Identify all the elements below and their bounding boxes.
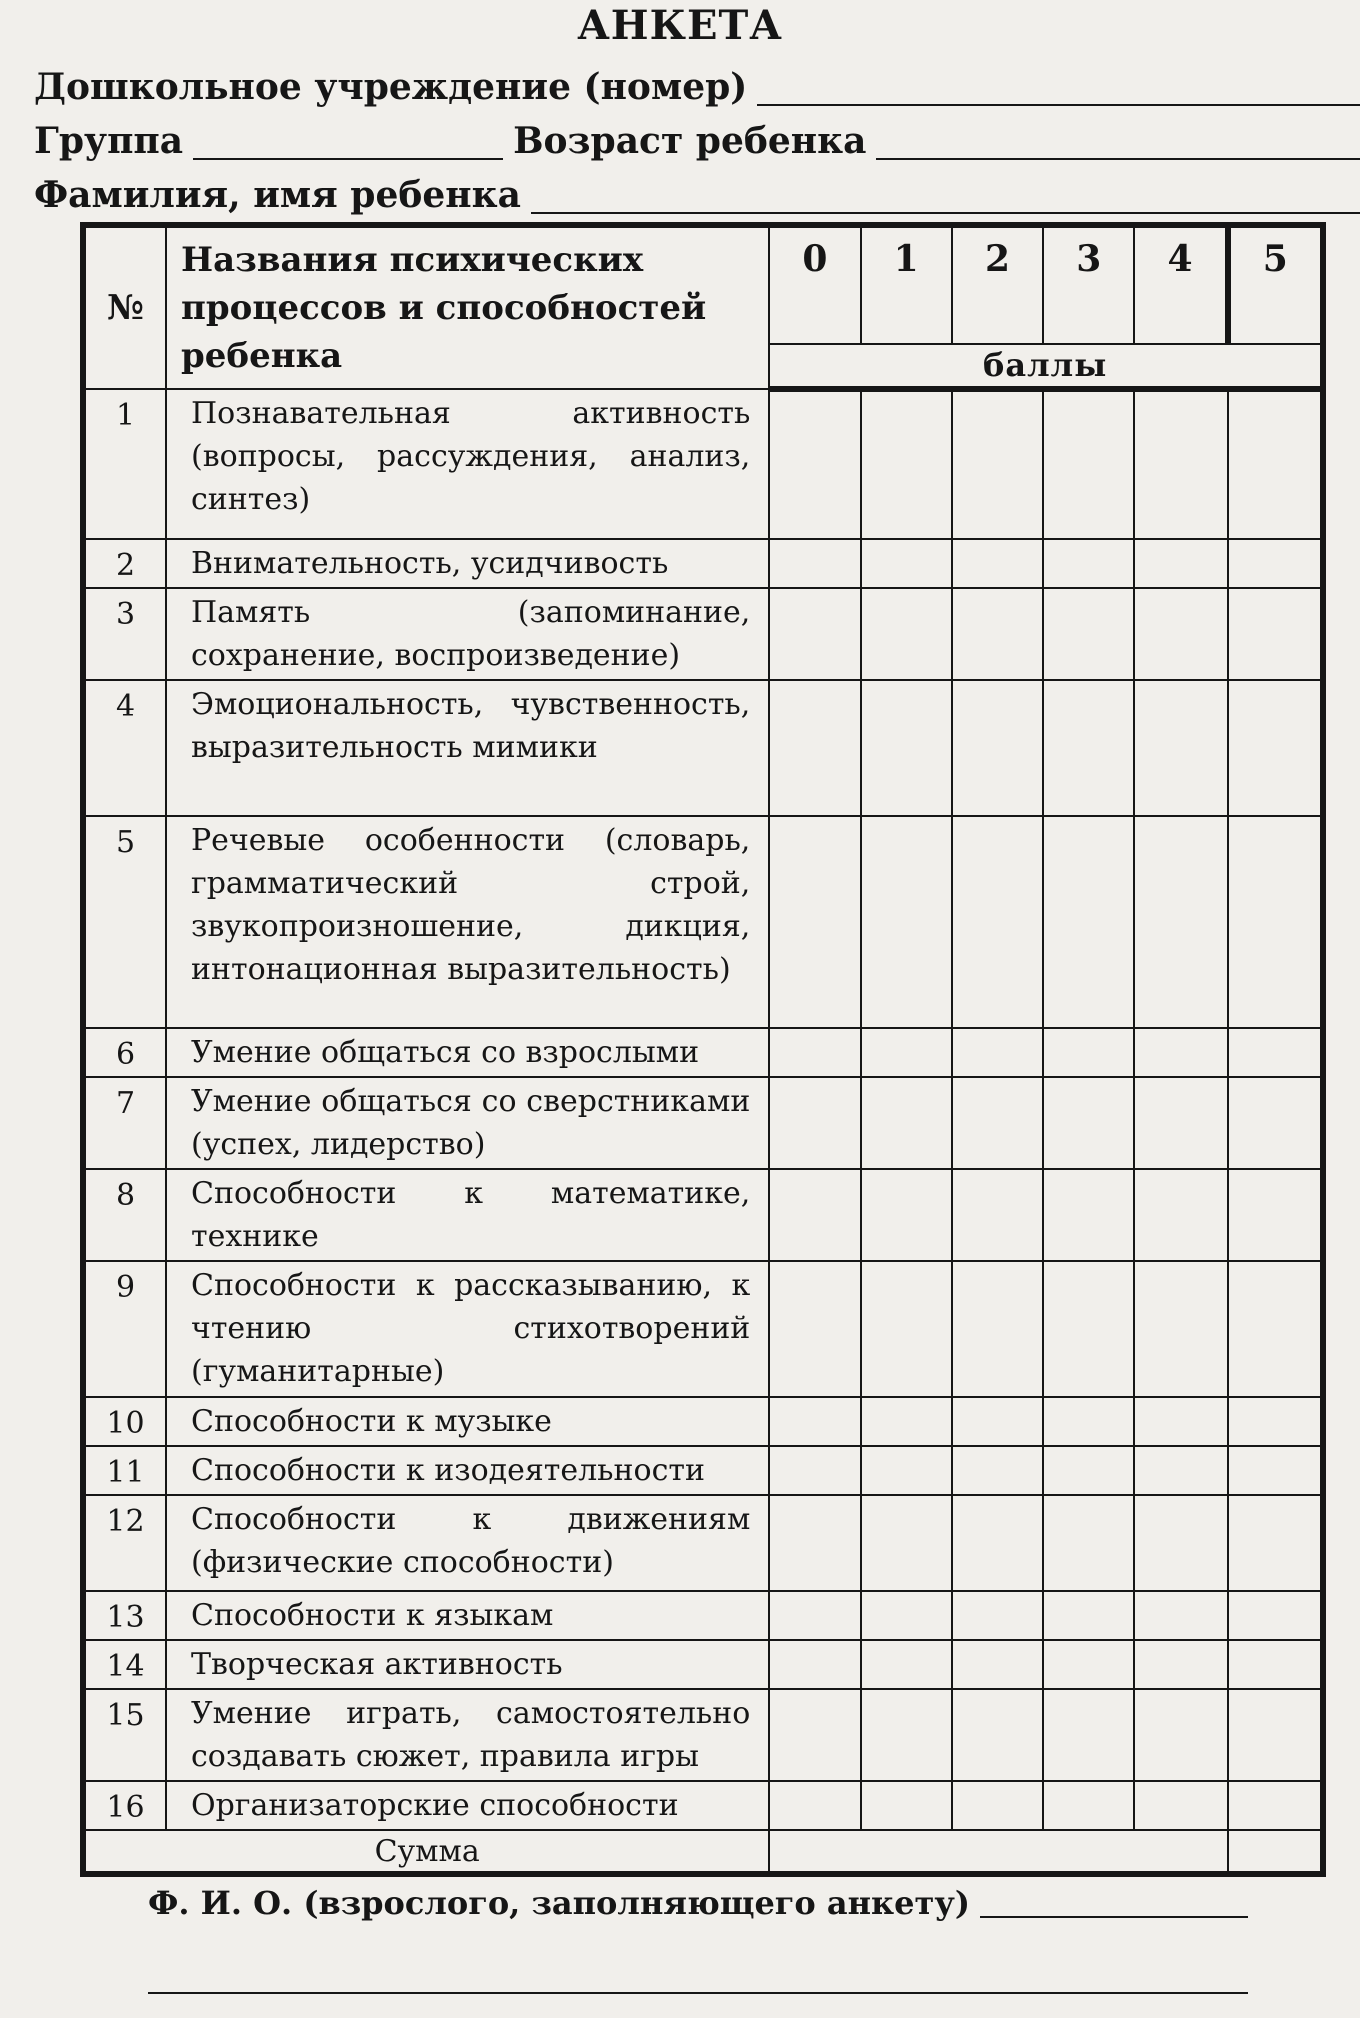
- score-cell-5[interactable]: [1228, 1591, 1323, 1640]
- score-cell-2[interactable]: [952, 1261, 1043, 1397]
- score-cell-0[interactable]: [769, 680, 860, 816]
- score-cell-3[interactable]: [1043, 1169, 1134, 1261]
- table-row: [83, 1077, 1323, 1169]
- score-cell-0[interactable]: [769, 389, 860, 539]
- score-cell-5[interactable]: [1228, 1640, 1323, 1689]
- score-cell-4[interactable]: [1134, 1640, 1227, 1689]
- sum-value-cell[interactable]: [1228, 1830, 1323, 1874]
- score-cell-2[interactable]: [952, 1495, 1043, 1591]
- score-cell-2[interactable]: [952, 1781, 1043, 1830]
- score-cell-5[interactable]: [1228, 1495, 1323, 1591]
- row-number: 1: [83, 389, 166, 539]
- score-cell-2[interactable]: [952, 389, 1043, 539]
- score-cell-1[interactable]: [861, 389, 952, 539]
- score-cell-3[interactable]: [1043, 1077, 1134, 1169]
- score-cell-1[interactable]: [861, 1261, 952, 1397]
- row-process-name: Способности к музыке: [166, 1397, 769, 1446]
- row-number: 4: [83, 680, 166, 816]
- sum-cell-empty: [769, 1830, 1227, 1874]
- table-row: [83, 1591, 1323, 1640]
- score-cell-3[interactable]: [1043, 1781, 1134, 1830]
- score-cell-5[interactable]: [1228, 539, 1323, 588]
- score-cell-2[interactable]: [952, 1028, 1043, 1077]
- row-process-name: Способности к движениям (физические способности): [166, 1495, 769, 1591]
- score-cell-5[interactable]: [1228, 1689, 1323, 1781]
- score-cell-0[interactable]: [769, 1261, 860, 1397]
- table-row: [83, 680, 1323, 816]
- row-process-name: Познавательная активность (вопросы, рассуждения, анализ, синтез): [166, 389, 769, 539]
- row-process-name: Способности к рассказыванию, к чтению стихотворений (гуманитарные): [166, 1261, 769, 1397]
- score-cell-0[interactable]: [769, 1495, 860, 1591]
- row-process-name: Умение играть, самостоятельно создавать сюжет, правила игры: [166, 1689, 769, 1781]
- header-score-2: 2: [952, 225, 1043, 344]
- header-score-4: 4: [1134, 225, 1227, 344]
- table-row: [83, 389, 1323, 539]
- score-cell-1[interactable]: [861, 1781, 952, 1830]
- row-process-name: Эмоциональность, чувственность, выразительность мимики: [166, 680, 769, 816]
- score-cell-4[interactable]: [1134, 1781, 1227, 1830]
- score-cell-5[interactable]: [1228, 588, 1323, 680]
- score-cell-1[interactable]: [861, 1640, 952, 1689]
- score-cell-1[interactable]: [861, 1397, 952, 1446]
- abilities-table: [80, 222, 1326, 1877]
- row-number: 9: [83, 1261, 166, 1397]
- row-number: 11: [83, 1446, 166, 1495]
- table-row: [83, 1446, 1323, 1495]
- score-cell-5[interactable]: [1228, 680, 1323, 816]
- table-row: [83, 1028, 1323, 1077]
- score-cell-2[interactable]: [952, 539, 1043, 588]
- score-cell-0[interactable]: [769, 1169, 860, 1261]
- score-cell-2[interactable]: [952, 1077, 1043, 1169]
- row-process-name: Способности к языкам: [166, 1591, 769, 1640]
- score-cell-4[interactable]: [1134, 1689, 1227, 1781]
- score-cell-0[interactable]: [769, 1028, 860, 1077]
- form-title: АНКЕТА: [577, 2, 783, 49]
- row-number: 10: [83, 1397, 166, 1446]
- score-cell-5[interactable]: [1228, 1028, 1323, 1077]
- score-cell-2[interactable]: [952, 1640, 1043, 1689]
- table-row: [83, 539, 1323, 588]
- score-cell-2[interactable]: [952, 588, 1043, 680]
- score-cell-5[interactable]: [1228, 816, 1323, 1028]
- score-cell-1[interactable]: [861, 1495, 952, 1591]
- score-cell-5[interactable]: [1228, 1446, 1323, 1495]
- row-number: 6: [83, 1028, 166, 1077]
- filler-input-line[interactable]: [980, 1915, 1248, 1918]
- score-cell-3[interactable]: [1043, 1640, 1134, 1689]
- score-cell-4[interactable]: [1134, 1446, 1227, 1495]
- score-cell-2[interactable]: [952, 1397, 1043, 1446]
- row-number: 3: [83, 588, 166, 680]
- row-number: 16: [83, 1781, 166, 1830]
- score-cell-1[interactable]: [861, 588, 952, 680]
- child-name-input-line[interactable]: [531, 211, 1360, 214]
- score-cell-1[interactable]: [861, 1689, 952, 1781]
- score-cell-3[interactable]: [1043, 680, 1134, 816]
- score-cell-2[interactable]: [952, 816, 1043, 1028]
- table-row: [83, 1261, 1323, 1397]
- score-cell-4[interactable]: [1134, 680, 1227, 816]
- score-cell-5[interactable]: [1228, 1397, 1323, 1446]
- score-cell-3[interactable]: [1043, 1397, 1134, 1446]
- age-label: Возраст ребенка: [513, 120, 867, 162]
- institution-input-line[interactable]: [757, 103, 1360, 106]
- score-cell-1[interactable]: [861, 1591, 952, 1640]
- row-process-name: Творческая активность: [166, 1640, 769, 1689]
- score-cell-3[interactable]: [1043, 539, 1134, 588]
- header-score-5: 5: [1228, 225, 1323, 344]
- row-number: 7: [83, 1077, 166, 1169]
- score-cell-1[interactable]: [861, 816, 952, 1028]
- score-cell-4[interactable]: [1134, 1169, 1227, 1261]
- score-cell-2[interactable]: [952, 1689, 1043, 1781]
- score-cell-4[interactable]: [1134, 1077, 1227, 1169]
- row-number: 14: [83, 1640, 166, 1689]
- header-score-3: 3: [1043, 225, 1134, 344]
- score-cell-1[interactable]: [861, 680, 952, 816]
- score-cell-4[interactable]: [1134, 816, 1227, 1028]
- child-name-label: Фамилия, имя ребенка: [34, 174, 521, 216]
- institution-label: Дошкольное учреждение (номер): [34, 66, 748, 108]
- score-cell-2[interactable]: [952, 1446, 1043, 1495]
- table-row: [83, 1689, 1323, 1781]
- score-cell-5[interactable]: [1228, 1261, 1323, 1397]
- row-process-name: Память (запоминание, сохранение, воспроизведение): [166, 588, 769, 680]
- row-number: 15: [83, 1689, 166, 1781]
- score-cell-1[interactable]: [861, 1077, 952, 1169]
- age-input-line[interactable]: [876, 157, 1360, 160]
- score-cell-0[interactable]: [769, 1591, 860, 1640]
- header-score-1: 1: [861, 225, 952, 344]
- score-cell-0[interactable]: [769, 1397, 860, 1446]
- table-row: [83, 1169, 1323, 1261]
- table-row: [83, 588, 1323, 680]
- row-number: 5: [83, 816, 166, 1028]
- score-cell-1[interactable]: [861, 1028, 952, 1077]
- score-cell-3[interactable]: [1043, 816, 1134, 1028]
- score-cell-5[interactable]: [1228, 1169, 1323, 1261]
- header-score-0: 0: [769, 225, 860, 344]
- score-cell-4[interactable]: [1134, 1397, 1227, 1446]
- row-number: 13: [83, 1591, 166, 1640]
- institution-field-row: [34, 58, 1360, 114]
- score-cell-4[interactable]: [1134, 389, 1227, 539]
- score-cell-0[interactable]: [769, 539, 860, 588]
- score-cell-3[interactable]: [1043, 1446, 1134, 1495]
- score-cell-3[interactable]: [1043, 588, 1134, 680]
- group-age-field-row: [34, 112, 1360, 168]
- score-cell-5[interactable]: [1228, 389, 1323, 539]
- row-process-name: Умение общаться со взрослыми: [166, 1028, 769, 1077]
- sum-label: Сумма: [83, 1830, 769, 1874]
- row-process-name: Умение общаться со сверстниками (успех, лидерство): [166, 1077, 769, 1169]
- table-row: [83, 1640, 1323, 1689]
- header-number: №: [83, 225, 166, 389]
- score-cell-4[interactable]: [1134, 588, 1227, 680]
- table-header-row: [83, 225, 1323, 344]
- table-row: [83, 1397, 1323, 1446]
- filler-field-row: [148, 1884, 1248, 1926]
- score-cell-3[interactable]: [1043, 1689, 1134, 1781]
- header-points: баллы: [769, 344, 1323, 389]
- table-row: [83, 1781, 1323, 1830]
- filler-input-line-2[interactable]: [148, 1992, 1248, 1994]
- score-cell-2[interactable]: [952, 1169, 1043, 1261]
- score-cell-1[interactable]: [861, 1169, 952, 1261]
- score-cell-0[interactable]: [769, 588, 860, 680]
- score-cell-2[interactable]: [952, 680, 1043, 816]
- row-number: 2: [83, 539, 166, 588]
- table-row: [83, 1495, 1323, 1591]
- row-process-name: Внимательность, усидчивость: [166, 539, 769, 588]
- row-number: 12: [83, 1495, 166, 1591]
- score-cell-3[interactable]: [1043, 1591, 1134, 1640]
- score-cell-3[interactable]: [1043, 1261, 1134, 1397]
- score-cell-3[interactable]: [1043, 1495, 1134, 1591]
- score-cell-4[interactable]: [1134, 1495, 1227, 1591]
- group-label: Группа: [34, 120, 184, 162]
- score-cell-3[interactable]: [1043, 389, 1134, 539]
- score-cell-4[interactable]: [1134, 1591, 1227, 1640]
- score-cell-0[interactable]: [769, 1077, 860, 1169]
- header-process-name: Названия психических процессов и способностей ребенка: [166, 225, 769, 389]
- row-process-name: Способности к математике, технике: [166, 1169, 769, 1261]
- score-cell-5[interactable]: [1228, 1781, 1323, 1830]
- score-cell-4[interactable]: [1134, 1028, 1227, 1077]
- table-row: [83, 816, 1323, 1028]
- score-cell-3[interactable]: [1043, 1028, 1134, 1077]
- score-cell-4[interactable]: [1134, 539, 1227, 588]
- child-name-field-row: [34, 166, 1360, 222]
- row-process-name: Речевые особенности (словарь, грамматический строй, звукопроизношение, дикция, интонационная выразительность): [166, 816, 769, 1028]
- row-process-name: Способности к изодеятельности: [166, 1446, 769, 1495]
- sum-row: [83, 1830, 1323, 1874]
- score-cell-0[interactable]: [769, 816, 860, 1028]
- score-cell-0[interactable]: [769, 1446, 860, 1495]
- score-cell-0[interactable]: [769, 1781, 860, 1830]
- score-cell-4[interactable]: [1134, 1261, 1227, 1397]
- score-cell-0[interactable]: [769, 1689, 860, 1781]
- score-cell-2[interactable]: [952, 1591, 1043, 1640]
- score-cell-1[interactable]: [861, 1446, 952, 1495]
- score-cell-1[interactable]: [861, 539, 952, 588]
- row-process-name: Организаторские способности: [166, 1781, 769, 1830]
- filler-label: Ф. И. О. (взрослого, заполняющего анкету): [148, 1884, 970, 1922]
- row-number: 8: [83, 1169, 166, 1261]
- score-cell-5[interactable]: [1228, 1077, 1323, 1169]
- group-input-line[interactable]: [193, 157, 503, 160]
- score-cell-0[interactable]: [769, 1640, 860, 1689]
